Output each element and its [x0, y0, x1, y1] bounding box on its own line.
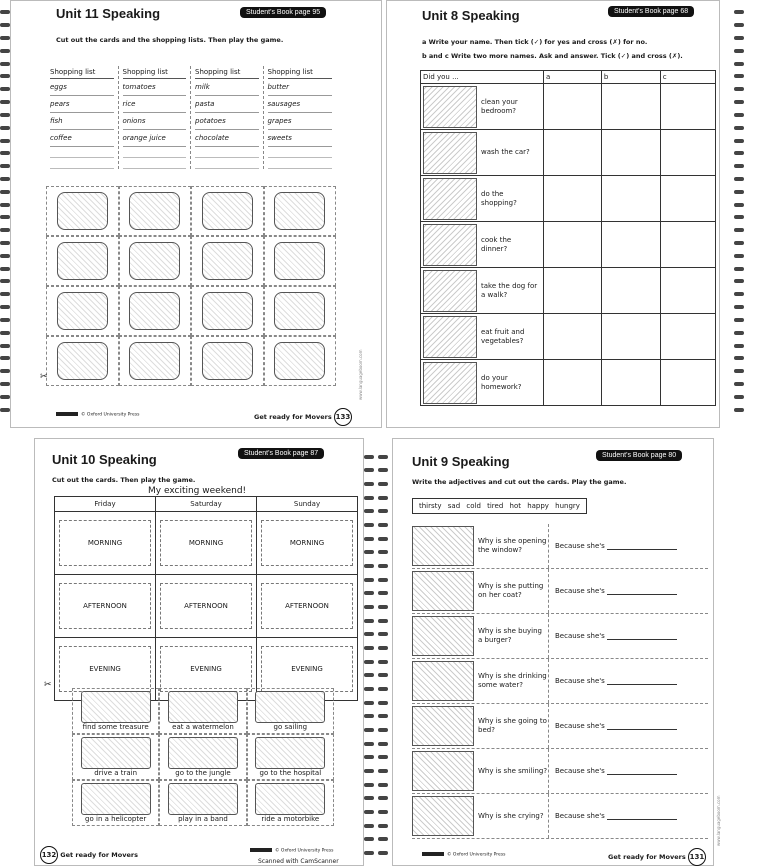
why-question: Why is she buying a burger?: [478, 627, 543, 644]
activity-illustration: [423, 362, 477, 404]
food-picture-cards: [46, 186, 336, 386]
answer-field[interactable]: [548, 569, 708, 613]
activity-label: ride a motorbike: [261, 815, 320, 823]
row-question: cook the dinner?: [481, 235, 512, 253]
orange-juice-illustration: [129, 342, 180, 380]
shopping-list: [46, 66, 119, 169]
answer-field[interactable]: [548, 704, 708, 748]
food-card: [119, 336, 192, 386]
shopping-item: sweets: [268, 130, 333, 147]
table-row: [421, 176, 716, 222]
answer-field[interactable]: [548, 524, 708, 568]
unit-8-title: Unit 8 Speaking: [422, 8, 520, 23]
answer-cell[interactable]: [544, 84, 602, 130]
weekend-heading: My exciting weekend!: [148, 486, 247, 496]
answer-cell[interactable]: [601, 130, 660, 176]
fish-illustration: [57, 292, 108, 330]
eggs-illustration: [57, 192, 108, 230]
time-card: EVENING: [59, 646, 151, 692]
row-question: eat fruit and vegetables?: [481, 327, 525, 345]
girl-illustration: [412, 616, 474, 656]
shopping-item: orange juice: [123, 130, 187, 147]
table-row: [55, 575, 358, 638]
sweets-illustration: [274, 342, 325, 380]
time-card: EVENING: [160, 646, 252, 692]
food-card: [46, 286, 119, 336]
row-question: do the shopping?: [481, 189, 517, 207]
time-card: AFTERNOON: [261, 583, 353, 629]
shopping-item: tomatoes: [123, 79, 187, 96]
shopping-item: eggs: [50, 79, 114, 96]
activity-label: go in a helicopter: [85, 815, 147, 823]
activity-card: [72, 734, 159, 780]
answer-cell[interactable]: [544, 314, 602, 360]
row-question: wash the car?: [481, 148, 530, 156]
answer-field[interactable]: [548, 614, 708, 658]
why-question: Why is she crying?: [478, 811, 544, 820]
footer-text: Get ready for Movers: [254, 413, 332, 421]
shopping-list: [191, 66, 264, 169]
table-row: [421, 84, 716, 130]
answer-cell[interactable]: [544, 176, 602, 222]
time-card: AFTERNOON: [160, 583, 252, 629]
food-card: [46, 336, 119, 386]
scanner-credit: Scanned with CamScanner: [258, 858, 339, 865]
row-question: clean your bedroom?: [481, 97, 518, 115]
activity-card: [72, 780, 159, 826]
why-question: Why is she going to bed?: [478, 717, 547, 734]
activity-label: find some treasure: [82, 723, 149, 731]
food-card: [264, 186, 337, 236]
answer-field[interactable]: [548, 659, 708, 703]
time-card: MORNING: [59, 520, 151, 566]
answer-cell[interactable]: [601, 360, 660, 406]
activity-card: [72, 688, 159, 734]
unit-10-footer: [40, 846, 138, 864]
did-you-table: [420, 70, 716, 406]
day-header: Sunday: [257, 497, 358, 512]
food-card: [119, 236, 192, 286]
activity-label: drive a train: [94, 769, 138, 777]
answer-cell[interactable]: [660, 176, 715, 222]
activity-illustration: [423, 316, 477, 358]
why-card: [412, 794, 708, 839]
unit-9-sb-badge: Student's Book page 80: [596, 450, 682, 461]
answer-prefix: Because she's: [555, 812, 605, 820]
table-header: b: [601, 71, 660, 84]
table-header: a: [544, 71, 602, 84]
unit-11-sb-badge: Student's Book page 95: [240, 7, 326, 18]
why-question: Why is she opening the window?: [478, 537, 547, 554]
onions-illustration: [129, 292, 180, 330]
girl-illustration: [412, 751, 474, 791]
answer-cell[interactable]: [544, 222, 602, 268]
answer-field[interactable]: [548, 794, 708, 838]
unit-10-title: Unit 10 Speaking: [52, 452, 157, 467]
answer-cell[interactable]: [660, 360, 715, 406]
table-row: [421, 222, 716, 268]
answer-cell[interactable]: [660, 130, 715, 176]
page-number-badge: 132: [40, 846, 58, 864]
why-card: [412, 659, 708, 704]
watermark-text: www.languageboom.com: [716, 795, 721, 846]
unit-8-sb-badge: Student's Book page 68: [608, 6, 694, 17]
butter-illustration: [274, 192, 325, 230]
sailing-illustration: [255, 691, 325, 723]
jungle-illustration: [168, 737, 238, 769]
activity-card: [247, 688, 334, 734]
treasure-illustration: [81, 691, 151, 723]
unit-11-title: Unit 11 Speaking: [56, 6, 161, 21]
tomatoes-illustration: [129, 192, 180, 230]
answer-prefix: Because she's: [555, 677, 605, 685]
food-card: [264, 336, 337, 386]
train-illustration: [81, 737, 151, 769]
why-question: Why is she drinking some water?: [478, 672, 547, 689]
food-card: [46, 186, 119, 236]
unit-9-footer: [608, 848, 706, 866]
why-card: [412, 704, 708, 749]
food-card: [264, 286, 337, 336]
weekend-table: [54, 496, 358, 701]
table-header: Did you ...: [421, 71, 544, 84]
why-card: [412, 614, 708, 659]
girl-illustration: [412, 706, 474, 746]
row-question: take the dog for a walk?: [481, 281, 538, 299]
activity-label: eat a watermelon: [172, 723, 234, 731]
shopping-list-header: Shopping list: [268, 66, 333, 79]
oup-text: © Oxford University Press: [81, 412, 140, 418]
girl-illustration: [412, 661, 474, 701]
table-row: [55, 512, 358, 575]
scissors-icon: ✂: [40, 372, 48, 382]
activity-card: [159, 688, 246, 734]
time-card: MORNING: [261, 520, 353, 566]
girl-illustration: [412, 796, 474, 836]
why-question: Why is she smiling?: [478, 766, 548, 775]
answer-cell[interactable]: [601, 314, 660, 360]
answer-cell[interactable]: [660, 268, 715, 314]
answer-cell[interactable]: [544, 360, 602, 406]
why-cards: [412, 524, 708, 839]
activity-illustration: [423, 132, 477, 174]
unit-10-sb-badge: Student's Book page 87: [238, 448, 324, 459]
activity-label: go to the hospital: [259, 769, 322, 777]
food-card: [191, 286, 264, 336]
milk-illustration: [202, 192, 253, 230]
row-question: do your homework?: [481, 373, 522, 391]
unit-10-instruction: Cut out the cards. Then play the game.: [52, 476, 196, 484]
unit-8-instruction-a: a Write your name. Then tick (✓) for yes and cross (✗) for no.: [422, 38, 648, 46]
answer-prefix: Because she's: [555, 542, 605, 550]
shopping-item: potatoes: [195, 113, 259, 130]
why-question: Why is she putting on her coat?: [478, 582, 544, 599]
activity-card: [247, 734, 334, 780]
footer-text: Get ready for Movers: [60, 851, 138, 859]
girl-illustration: [412, 526, 474, 566]
table-header: c: [660, 71, 715, 84]
grapes-illustration: [274, 292, 325, 330]
food-card: [119, 186, 192, 236]
chocolate-illustration: [202, 342, 253, 380]
motorbike-illustration: [255, 783, 325, 815]
spiral-binding-middle-left: [364, 450, 376, 860]
unit-9-instruction: Write the adjectives and cut out the cards. Play the game.: [412, 478, 627, 486]
page-number-badge: 131: [688, 848, 706, 866]
time-card: AFTERNOON: [59, 583, 151, 629]
shopping-list: [264, 66, 337, 169]
unit-11-instruction: Cut out the cards and the shopping lists. Then play the game.: [56, 36, 284, 44]
answer-cell[interactable]: [601, 268, 660, 314]
answer-cell[interactable]: [601, 84, 660, 130]
page-number-badge: 133: [334, 408, 352, 426]
food-card: [191, 186, 264, 236]
shopping-item: onions: [123, 113, 187, 130]
time-card: MORNING: [160, 520, 252, 566]
food-card: [264, 236, 337, 286]
rice-illustration: [129, 242, 180, 280]
shopping-item: fish: [50, 113, 114, 130]
spiral-binding-right: [734, 6, 746, 416]
day-header: Friday: [55, 497, 156, 512]
adjectives-box: thirsty sad cold tired hot happy hungry: [412, 498, 587, 514]
why-card: [412, 569, 708, 614]
activity-label: go to the jungle: [175, 769, 231, 777]
food-card: [191, 236, 264, 286]
oup-text: © Oxford University Press: [447, 852, 506, 858]
shopping-item: coffee: [50, 130, 114, 147]
table-row: [421, 130, 716, 176]
unit-10-oup: [250, 848, 334, 854]
food-card: [191, 336, 264, 386]
unit-11-oup: [56, 412, 140, 418]
girl-illustration: [412, 571, 474, 611]
shopping-item: chocolate: [195, 130, 259, 147]
watermark-text: www.languageboom.com: [358, 349, 363, 400]
shopping-list-header: Shopping list: [50, 66, 114, 79]
shopping-item: butter: [268, 79, 333, 96]
shopping-list: [119, 66, 192, 169]
coffee-illustration: [57, 342, 108, 380]
food-card: [119, 286, 192, 336]
activity-label: go sailing: [273, 723, 308, 731]
food-card: [46, 236, 119, 286]
shopping-lists: [46, 66, 336, 169]
hospital-illustration: [255, 737, 325, 769]
activity-label: play in a band: [178, 815, 228, 823]
shopping-item: milk: [195, 79, 259, 96]
answer-cell[interactable]: [601, 222, 660, 268]
oup-text: © Oxford University Press: [275, 848, 334, 854]
potatoes-illustration: [202, 292, 253, 330]
unit-8-instruction-bc: b and c Write two more names. Ask and answer. Tick (✓) and cross (✗).: [422, 52, 683, 60]
activity-illustration: [423, 86, 477, 128]
helicopter-illustration: [81, 783, 151, 815]
day-header: Saturday: [156, 497, 257, 512]
why-card: [412, 524, 708, 569]
why-card: [412, 749, 708, 794]
shopping-item: grapes: [268, 113, 333, 130]
answer-prefix: Because she's: [555, 722, 605, 730]
answer-cell[interactable]: [601, 176, 660, 222]
answer-cell[interactable]: [660, 222, 715, 268]
shopping-item: pears: [50, 96, 114, 113]
activity-illustration: [423, 270, 477, 312]
watermelon-illustration: [168, 691, 238, 723]
answer-cell[interactable]: [544, 268, 602, 314]
activity-card: [159, 734, 246, 780]
answer-prefix: Because she's: [555, 767, 605, 775]
pasta-illustration: [202, 242, 253, 280]
answer-prefix: Because she's: [555, 587, 605, 595]
time-card: EVENING: [261, 646, 353, 692]
activity-illustration: [423, 224, 477, 266]
answer-prefix: Because she's: [555, 632, 605, 640]
scissors-icon: ✂: [44, 680, 52, 690]
activity-illustration: [423, 178, 477, 220]
shopping-item: sausages: [268, 96, 333, 113]
band-illustration: [168, 783, 238, 815]
shopping-item: rice: [123, 96, 187, 113]
spiral-binding-middle-right: [378, 450, 390, 860]
sausages-illustration: [274, 242, 325, 280]
pears-illustration: [57, 242, 108, 280]
answer-cell[interactable]: [660, 314, 715, 360]
footer-text: Get ready for Movers: [608, 853, 686, 861]
unit-9-title: Unit 9 Speaking: [412, 454, 510, 469]
unit-9-oup: [422, 852, 506, 858]
answer-cell[interactable]: [544, 130, 602, 176]
unit-11-footer: [254, 408, 352, 426]
activity-cards: [72, 688, 334, 826]
shopping-list-header: Shopping list: [123, 66, 187, 79]
answer-field[interactable]: [548, 749, 708, 793]
table-row: [421, 360, 716, 406]
table-row: [421, 268, 716, 314]
answer-cell[interactable]: [660, 84, 715, 130]
activity-card: [159, 780, 246, 826]
table-row: [421, 314, 716, 360]
shopping-list-header: Shopping list: [195, 66, 259, 79]
activity-card: [247, 780, 334, 826]
shopping-item: pasta: [195, 96, 259, 113]
